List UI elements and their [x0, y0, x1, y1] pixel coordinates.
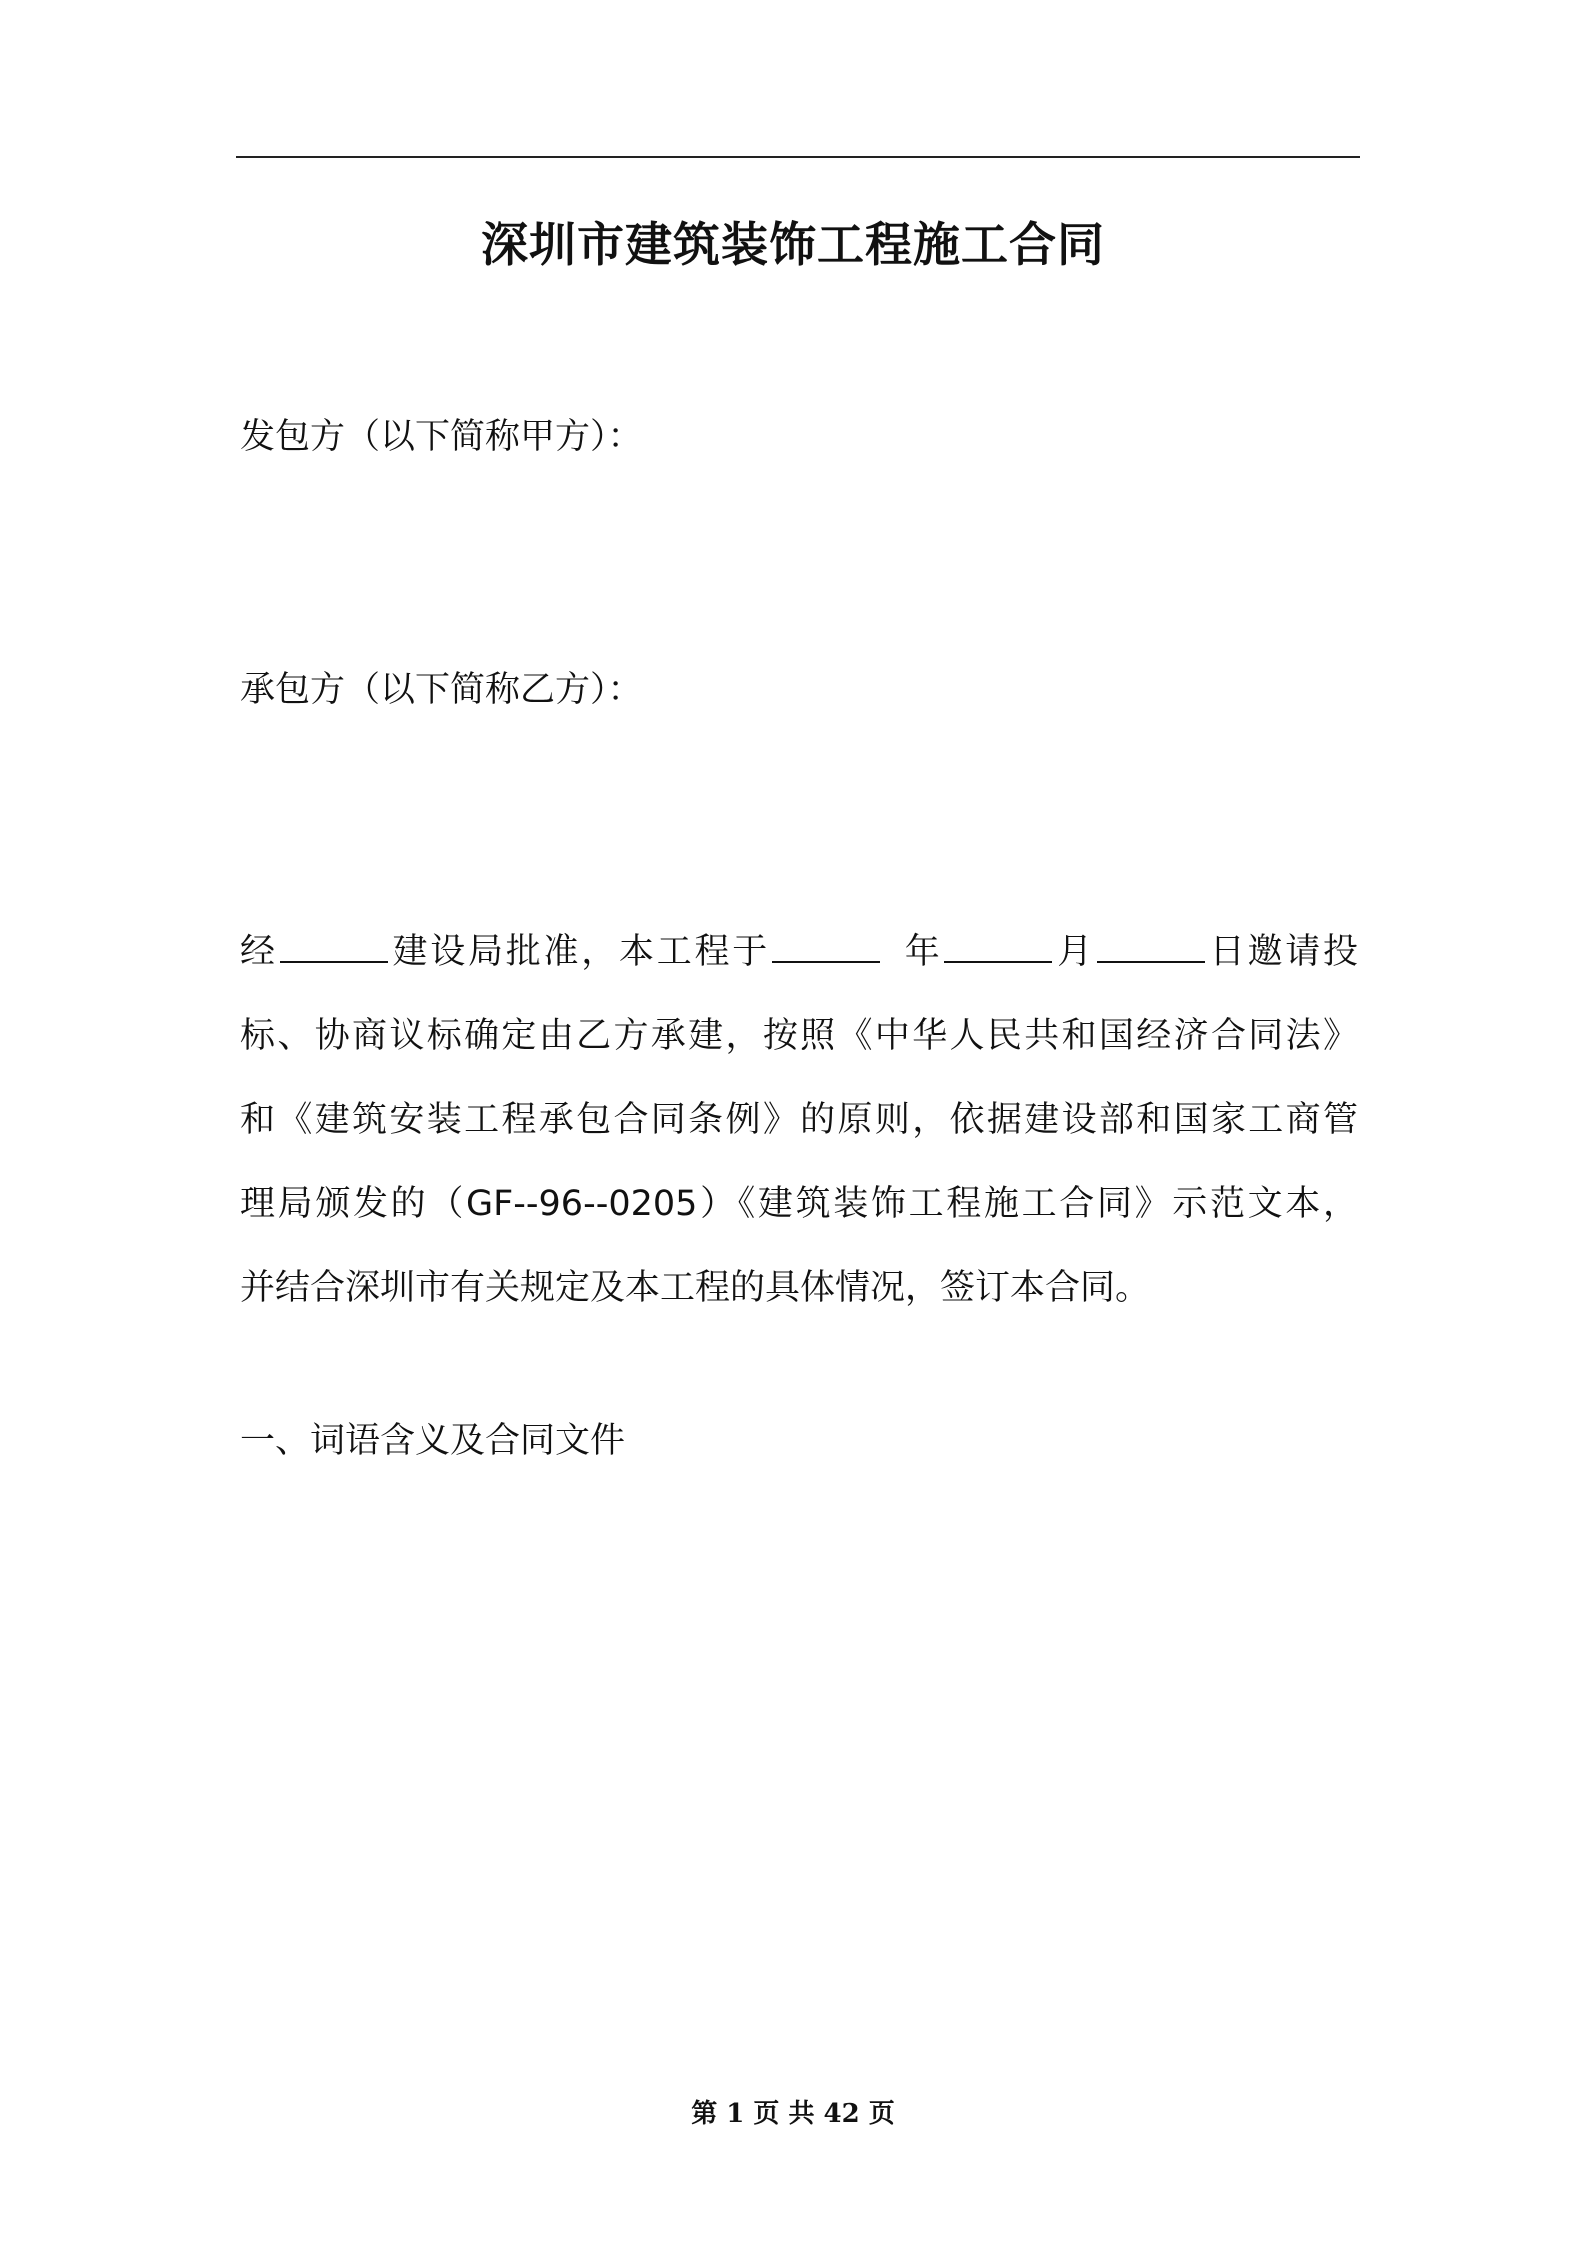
intro-text-seg5: 日邀请投 — [1206, 932, 1358, 972]
document-title: 深圳市建筑装饰工程施工合同 — [481, 218, 1105, 273]
header-rule — [236, 156, 1360, 158]
intro-line-5: 并结合深圳市有关规定及本工程的具体情况，签订本合同。 — [240, 1268, 1151, 1308]
intro-line-1 — [240, 910, 1358, 994]
blank-year[interactable] — [772, 931, 880, 963]
blank-day[interactable] — [1097, 931, 1205, 963]
section-heading-1: 一、词语含义及合同文件 — [240, 1421, 626, 1461]
blank-approving-authority[interactable] — [280, 931, 388, 963]
intro-paragraph — [240, 910, 1358, 1330]
intro-text-seg1: 经 — [240, 932, 278, 972]
intro-text-seg2: 建设局批准，本工程于 — [389, 932, 770, 972]
intro-text-seg4: 月 — [1054, 932, 1095, 972]
intro-line-2: 标、协商议标确定由乙方承建，按照《中华人民共和国经济合同法》 — [240, 1016, 1358, 1056]
intro-line-4: 理局颁发的（GF--96--0205）《建筑装饰工程施工合同》示范文本， — [240, 1184, 1358, 1224]
party-b-label: 承包方（以下简称乙方）： — [240, 670, 643, 710]
blank-month[interactable] — [944, 931, 1052, 963]
page-number-footer: 第 1 页 共 42 页 — [691, 2099, 895, 2129]
intro-text-seg3: 年 — [901, 932, 943, 972]
intro-line-3: 和《建筑安装工程承包合同条例》的原则，依据建设部和国家工商管 — [240, 1100, 1358, 1140]
party-a-label: 发包方（以下简称甲方）： — [240, 417, 643, 457]
